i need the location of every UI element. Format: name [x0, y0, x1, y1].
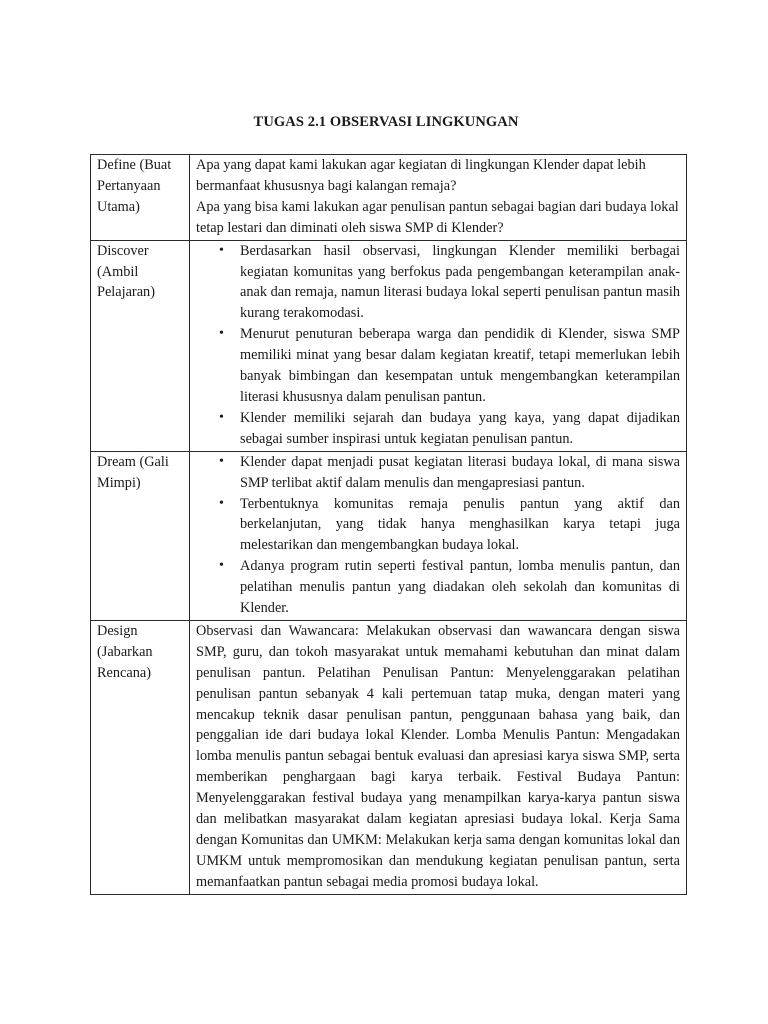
observation-table: [90, 154, 687, 895]
row-content-design: Observasi dan Wawancara: Melakukan observasi dan wawancara dengan siswa SMP, guru, dan tokoh masyarakat untuk memahami kebutuhan dan minat dalam penulisan pantun. Pelatihan Penulisan Pantun: Menyelenggarakan pelatihan penulisan pantun sebanyak 4 kali pertemuan tatap muka, dengan materi yang mencakup teknik dasar penulisan pantun, penggunaan bahasa yang baik, dan penggalian ide dari budaya lokal Klender. Lomba Menulis Pantun: Mengadakan lomba menulis pantun sebagai bentuk evaluasi dan apresiasi karya siswa SMP, serta memberikan penghargaan bagi karya terbaik. Festival Budaya Pantun: Menyelenggarakan festival budaya yang menampilkan karya-karya pantun siswa dan melibatkan masyarakat dalam kegiatan apresiasi budaya lokal. Kerja Sama dengan Komunitas dan UMKM: Melakukan kerja sama dengan komunitas lokal dan UMKM untuk mempromosikan dan mendukung kegiatan penulisan pantun, serta memanfaatkan pantun sebagai media promosi budaya lokal.: [190, 620, 687, 894]
row-content-discover: [190, 240, 687, 451]
row-label-define: Define (Buat Pertanyaan Utama): [91, 155, 190, 241]
table-row-design: [91, 620, 687, 894]
define-question-1: Apa yang dapat kami lakukan agar kegiatan di lingkungan Klender dapat lebih bermanfaat khususnya bagi kalangan remaja?: [196, 157, 646, 194]
row-label-dream: Dream (Gali Mimpi): [91, 451, 190, 620]
row-label-design: Design (Jabarkan Rencana): [91, 620, 190, 894]
table-row-define: [91, 155, 687, 241]
list-item: • Klender memiliki sejarah dan budaya yang kaya, yang dapat dijadikan sebagai sumber inspirasi untuk kegiatan penulisan pantun.: [240, 408, 680, 450]
define-question-2: Apa yang bisa kami lakukan agar penulisan pantun sebagai bagian dari budaya lokal tetap lestari dan diminati oleh siswa SMP di Klender?: [196, 198, 679, 236]
list-item: • Adanya program rutin seperti festival pantun, lomba menulis pantun, dan pelatihan menulis pantun yang diadakan oleh sekolah dan komunitas di Klender.: [240, 556, 680, 619]
list-item: • Terbentuknya komunitas remaja penulis pantun yang aktif dan berkelanjutan, yang tidak hanya menghasilkan karya tetapi juga melestarikan dan mengembangkan budaya lokal.: [240, 494, 680, 557]
page-title: TUGAS 2.1 OBSERVASI LINGKUNGAN: [253, 114, 519, 130]
list-item: • Klender dapat menjadi pusat kegiatan literasi budaya lokal, di mana siswa SMP terlibat aktif dalam menulis dan mengapresiasi pantun.: [240, 452, 680, 494]
dream-bullet-list: [196, 452, 680, 619]
row-content-dream: [190, 451, 687, 620]
discover-bullet-list: [196, 241, 680, 450]
table-row-dream: [91, 451, 687, 620]
table-row-discover: [91, 240, 687, 451]
row-label-discover: Discover (Ambil Pelajaran): [91, 240, 190, 451]
list-item: • Menurut penuturan beberapa warga dan pendidik di Klender, siswa SMP memiliki minat yang besar dalam kegiatan kreatif, tetapi memerlukan lebih banyak bimbingan dan kesempatan untuk mengembangkan keterampilan literasi khususnya dalam penulisan pantun.: [240, 324, 680, 408]
row-content-define: [190, 155, 687, 241]
list-item: • Berdasarkan hasil observasi, lingkungan Klender memiliki berbagai kegiatan komunitas yang berfokus pada pengembangan keterampilan anak-anak dan remaja, namun literasi budaya lokal seperti penulisan pantun masih kurang terakomodasi.: [240, 241, 680, 325]
